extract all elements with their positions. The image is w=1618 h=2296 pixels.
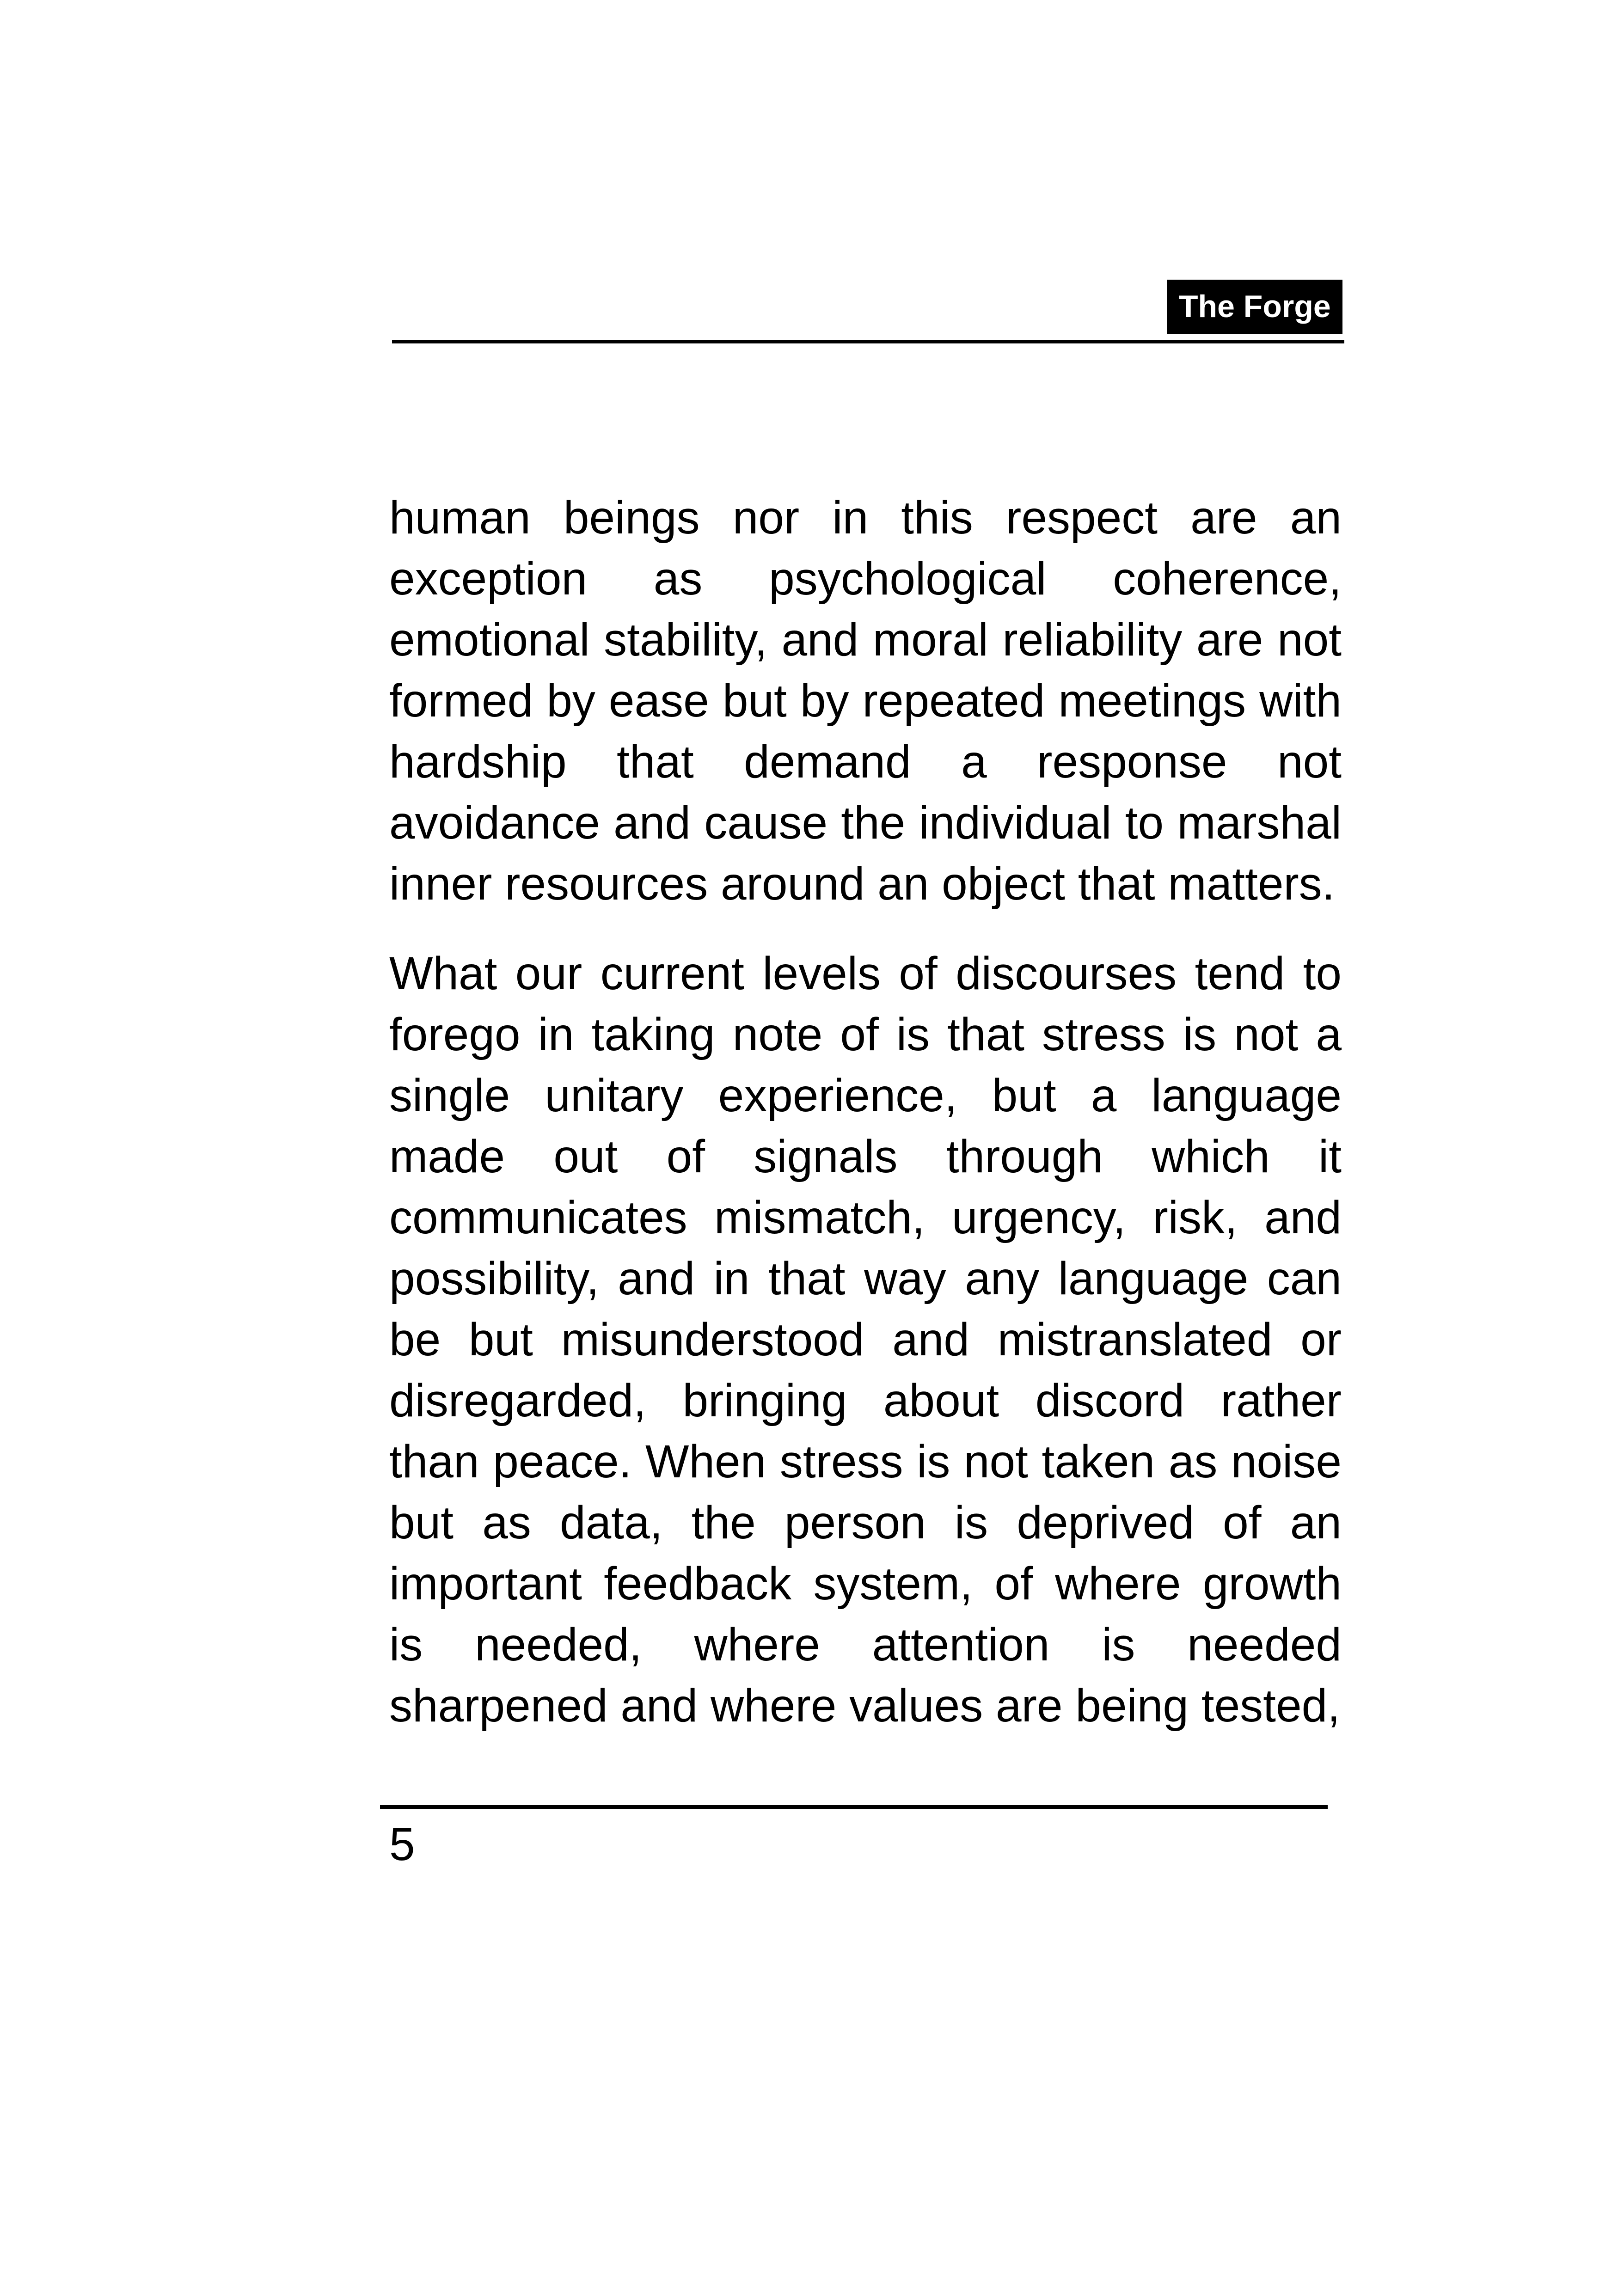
page-body xyxy=(389,487,1342,1736)
footer-divider xyxy=(380,1805,1328,1809)
header-divider xyxy=(392,340,1344,343)
body-paragraph-2: What our current levels of discourses tend to forego in taking note of is that stress is not a single unitary experience, but a language made out of signals through which it communicates mismatch, urgency, risk, and possibility, and in that way any language can be but misunderstood and mistranslated or disregarded, bringing about discord rather than peace. When stress is not taken as noise but as data, the person is deprived of an important feedback system, of where growth is needed, where attention is needed sharpened and where values are being tested, xyxy=(389,948,1342,1732)
body-paragraph-1: human beings nor in this respect are an exception as psychological coherence, emotional stability, and moral reliability are not formed by ease but by repeated meetings with hardship that demand a response not avoidance and cause the individual to marshal inner resources around an object that matters. xyxy=(389,492,1342,910)
page-number: 5 xyxy=(389,1818,415,1870)
running-header-title: The Forge xyxy=(1167,280,1342,334)
